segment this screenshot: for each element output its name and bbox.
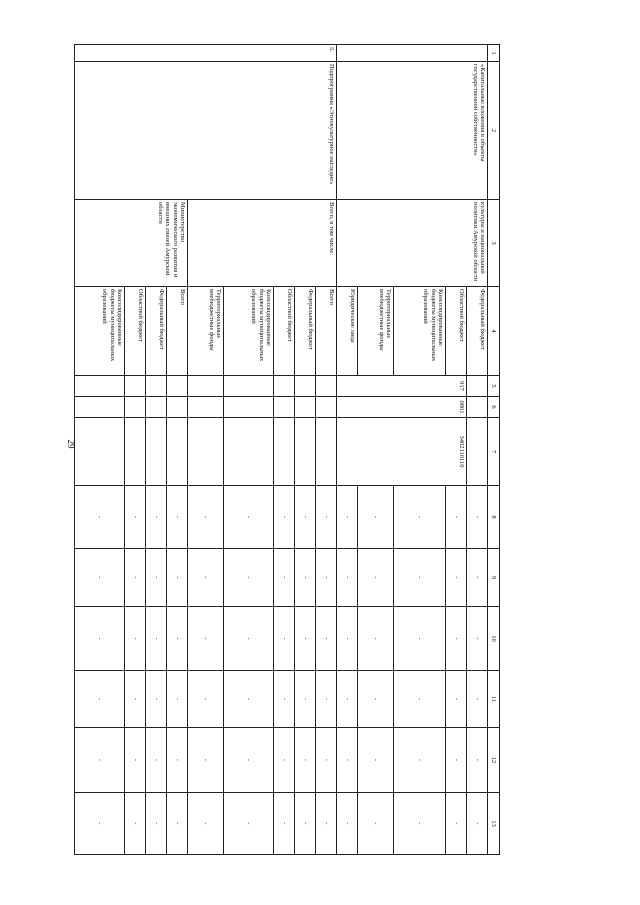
rzpr-cell	[224, 397, 274, 418]
value-cell: -	[125, 793, 146, 855]
grbs-cell	[467, 376, 488, 397]
value-cell: -	[274, 549, 295, 607]
value-cell: -	[224, 671, 274, 728]
rzpr-cell	[188, 397, 224, 418]
value-cell: -	[467, 793, 488, 855]
value-cell: -	[167, 793, 188, 855]
grbs-cell	[316, 376, 337, 397]
column-header: 4	[488, 287, 500, 376]
csr-cell	[295, 418, 316, 486]
value-cell: -	[146, 728, 167, 793]
value-cell: -	[146, 486, 167, 549]
value-cell: -	[295, 486, 316, 549]
value-cell: -	[295, 671, 316, 728]
column-header: 7	[488, 418, 500, 486]
value-cell: -	[337, 793, 358, 855]
value-cell: -	[188, 728, 224, 793]
value-cell: -	[224, 549, 274, 607]
rzpr-cell	[295, 397, 316, 418]
funding-source-cell: Всего	[167, 287, 188, 376]
value-cell: -	[446, 671, 467, 728]
value-cell: -	[146, 607, 167, 671]
column-header-row	[488, 45, 500, 855]
column-header: 11	[488, 671, 500, 728]
value-cell: -	[188, 607, 224, 671]
program-name-cell: «Капитальные вложения в объекты государственной собственности»	[337, 62, 488, 200]
column-header: 12	[488, 728, 500, 793]
funding-source-cell: Территориальные внебюджетные фонды	[188, 287, 224, 376]
csr-cell	[316, 418, 337, 486]
value-cell: -	[358, 793, 394, 855]
value-cell: -	[274, 486, 295, 549]
csr-cell	[224, 418, 274, 486]
responsible-cell: Всего, в том числе:	[188, 200, 337, 287]
value-cell: -	[467, 671, 488, 728]
row-number-cell: 5.	[75, 45, 337, 62]
value-cell: -	[224, 728, 274, 793]
grbs-cell	[188, 376, 224, 397]
value-cell: -	[274, 607, 295, 671]
column-header: 10	[488, 607, 500, 671]
value-cell: -	[316, 728, 337, 793]
value-cell: -	[188, 549, 224, 607]
value-cell: -	[188, 486, 224, 549]
value-cell: -	[394, 671, 446, 728]
value-cell: -	[316, 549, 337, 607]
grbs-cell	[146, 376, 167, 397]
value-cell: -	[394, 549, 446, 607]
value-cell: -	[316, 671, 337, 728]
responsible-cell: культуры и национальной политики Амурской области	[337, 200, 488, 287]
value-cell: -	[337, 671, 358, 728]
value-cell: -	[274, 671, 295, 728]
csr-cell	[274, 418, 295, 486]
grbs-cell	[224, 376, 274, 397]
funding-source-cell: Федеральный бюджет	[146, 287, 167, 376]
value-cell: -	[224, 793, 274, 855]
funding-source-cell: Территориальные внебюджетные фонды	[358, 287, 394, 376]
value-cell: -	[75, 607, 125, 671]
csr-cell	[167, 418, 188, 486]
value-cell: -	[146, 549, 167, 607]
value-cell: -	[125, 549, 146, 607]
value-cell: -	[446, 607, 467, 671]
value-cell: -	[394, 793, 446, 855]
value-cell: -	[337, 607, 358, 671]
row-number-cell	[337, 45, 488, 62]
value-cell: -	[224, 486, 274, 549]
funding-source-cell: Областной бюджет	[274, 287, 295, 376]
funding-source-cell: Консолидированные бюджеты муниципальных образований	[75, 287, 125, 376]
grbs-cell	[274, 376, 295, 397]
column-header: 2	[488, 62, 500, 200]
value-cell: -	[167, 486, 188, 549]
csr-cell	[125, 418, 146, 486]
value-cell: -	[188, 671, 224, 728]
value-cell: -	[146, 793, 167, 855]
value-cell: -	[125, 728, 146, 793]
value-cell: -	[75, 671, 125, 728]
rzpr-cell	[75, 397, 125, 418]
column-header: 6	[488, 397, 500, 418]
column-header: 9	[488, 549, 500, 607]
rzpr-cell: 0801	[337, 397, 467, 418]
value-cell: -	[75, 793, 125, 855]
column-header: 1	[488, 45, 500, 62]
value-cell: -	[358, 671, 394, 728]
value-cell: -	[358, 486, 394, 549]
value-cell: -	[167, 549, 188, 607]
funding-source-cell: Консолидированные бюджеты муниципальных образований	[224, 287, 274, 376]
value-cell: -	[125, 486, 146, 549]
value-cell: -	[358, 549, 394, 607]
column-header: 13	[488, 793, 500, 855]
grbs-cell	[167, 376, 188, 397]
value-cell: -	[337, 549, 358, 607]
value-cell: -	[337, 728, 358, 793]
grbs-cell	[125, 376, 146, 397]
value-cell: -	[446, 549, 467, 607]
table-frame	[96, 44, 500, 854]
value-cell: -	[316, 607, 337, 671]
value-cell: -	[394, 607, 446, 671]
value-cell: -	[337, 486, 358, 549]
value-cell: -	[75, 549, 125, 607]
rzpr-cell	[125, 397, 146, 418]
value-cell: -	[274, 728, 295, 793]
rzpr-cell	[146, 397, 167, 418]
column-header: 8	[488, 486, 500, 549]
value-cell: -	[446, 728, 467, 793]
value-cell: -	[188, 793, 224, 855]
value-cell: -	[394, 486, 446, 549]
value-cell: -	[274, 793, 295, 855]
value-cell: -	[224, 607, 274, 671]
column-header: 5	[488, 376, 500, 397]
value-cell: -	[467, 728, 488, 793]
value-cell: -	[316, 486, 337, 549]
rzpr-cell	[274, 397, 295, 418]
value-cell: -	[125, 671, 146, 728]
csr-cell	[188, 418, 224, 486]
value-cell: -	[167, 728, 188, 793]
value-cell: -	[358, 728, 394, 793]
rzpr-cell	[167, 397, 188, 418]
rotated-table-container	[96, 44, 500, 854]
value-cell: -	[295, 607, 316, 671]
value-cell: -	[146, 671, 167, 728]
value-cell: -	[467, 486, 488, 549]
value-cell: -	[467, 549, 488, 607]
funding-source-cell: Всего	[316, 287, 337, 376]
funding-source-cell: Консолидированные бюджеты муниципальных образований	[394, 287, 446, 376]
csr-cell	[146, 418, 167, 486]
rzpr-cell	[316, 397, 337, 418]
grbs-cell	[295, 376, 316, 397]
table-row	[467, 45, 488, 855]
csr-cell	[467, 418, 488, 486]
value-cell: -	[446, 793, 467, 855]
table-row	[316, 45, 337, 855]
grbs-cell	[75, 376, 125, 397]
column-header: 3	[488, 200, 500, 287]
value-cell: -	[316, 793, 337, 855]
funding-source-cell: Федеральный бюджет	[295, 287, 316, 376]
funding-source-cell: Областной бюджет	[125, 287, 146, 376]
funding-source-cell: Федеральный бюджет	[467, 287, 488, 376]
program-name-cell: Подпрограмма «Этнокультурное наследие»	[75, 62, 337, 200]
value-cell: -	[75, 486, 125, 549]
value-cell: -	[125, 607, 146, 671]
value-cell: -	[167, 671, 188, 728]
csr-cell: 3402110110	[337, 418, 467, 486]
responsible-cell: Министерство экономического развития и внешних связей Амурской области	[75, 200, 188, 287]
value-cell: -	[167, 607, 188, 671]
value-cell: -	[75, 728, 125, 793]
value-cell: -	[358, 607, 394, 671]
funding-source-cell: Областной бюджет	[446, 287, 467, 376]
value-cell: -	[394, 728, 446, 793]
value-cell: -	[295, 793, 316, 855]
page-number: 29	[66, 439, 76, 449]
value-cell: -	[446, 486, 467, 549]
value-cell: -	[295, 549, 316, 607]
funding-source-cell: Юридические лица	[337, 287, 358, 376]
csr-cell	[75, 418, 125, 486]
rzpr-cell	[467, 397, 488, 418]
budget-table	[74, 44, 500, 855]
value-cell: -	[295, 728, 316, 793]
value-cell: -	[467, 607, 488, 671]
grbs-cell: 917	[337, 376, 467, 397]
